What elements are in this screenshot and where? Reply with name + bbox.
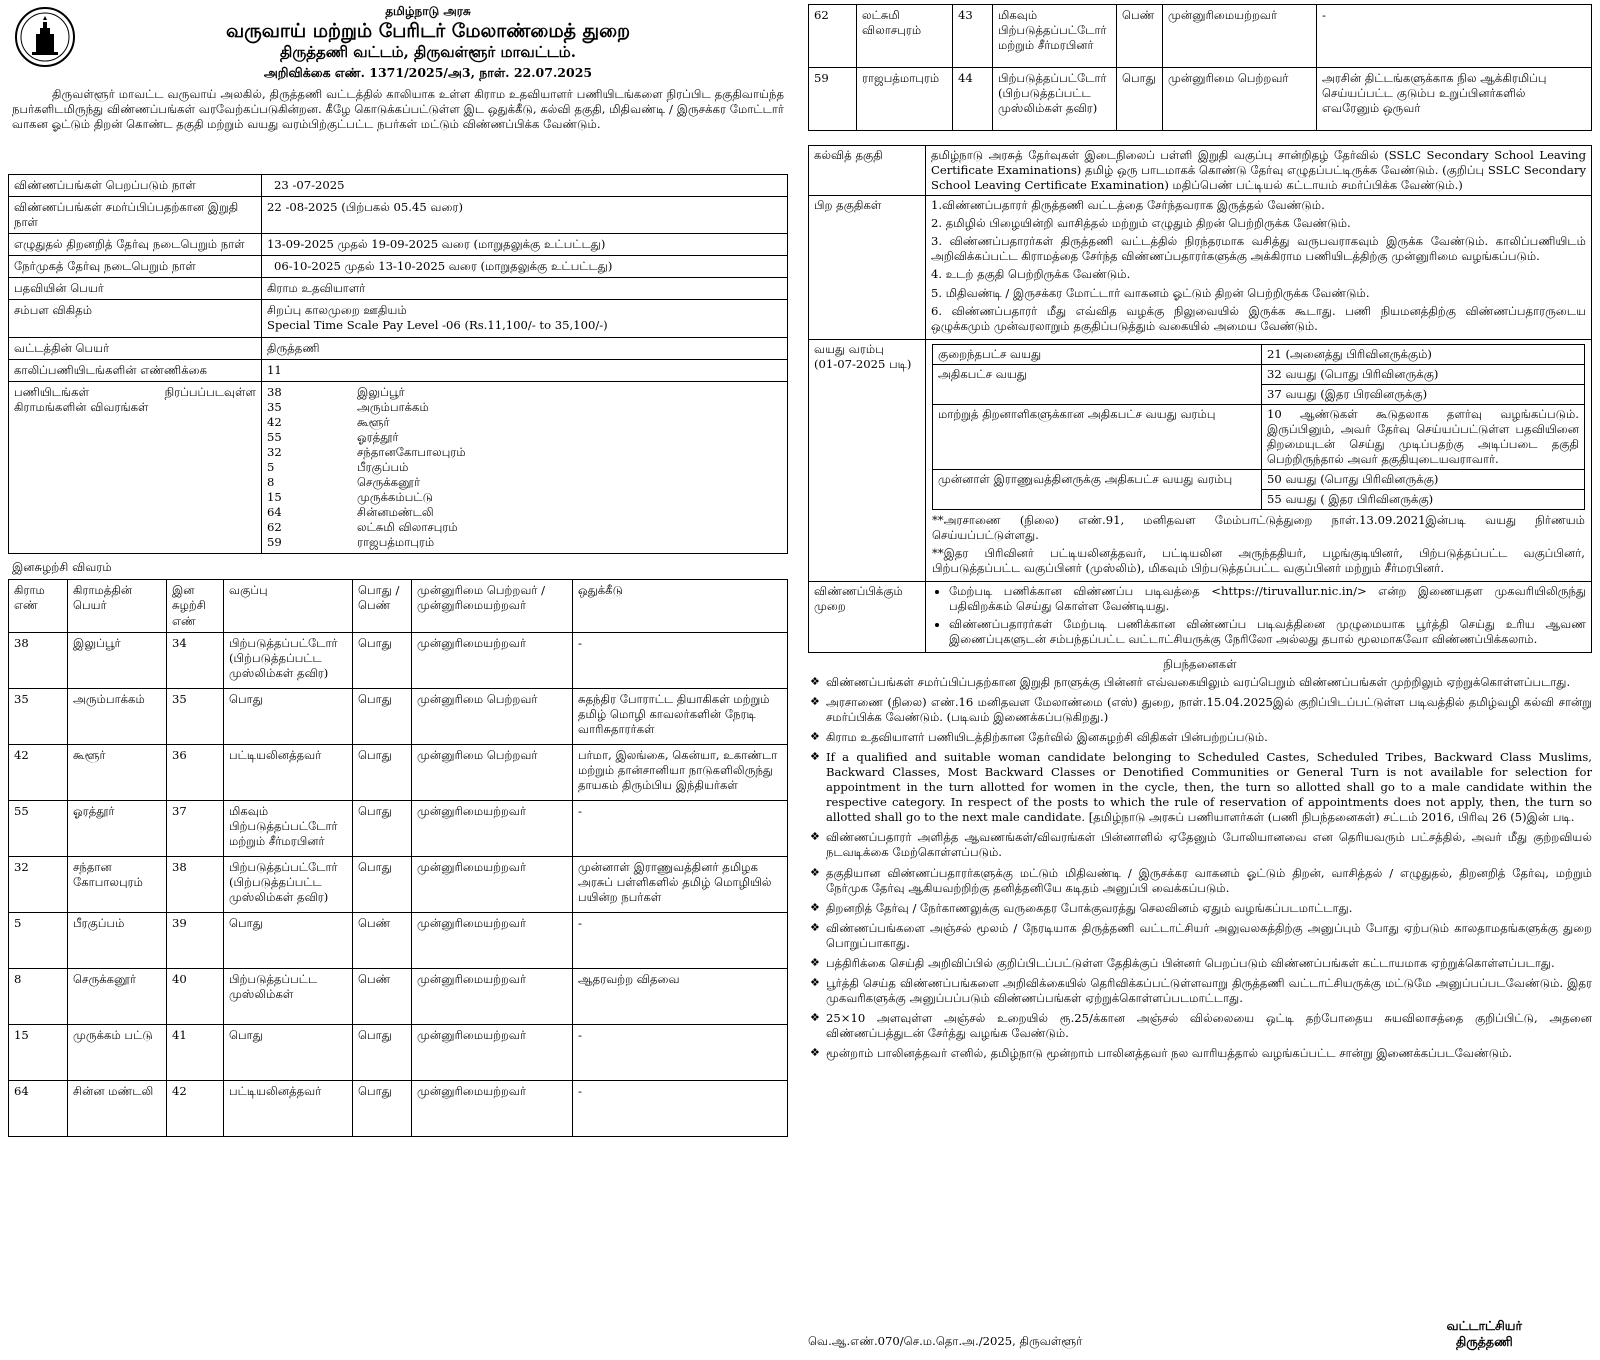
diamond-bullet-icon: ❖ bbox=[810, 900, 820, 914]
state-emblem-icon bbox=[14, 6, 76, 68]
info-key: விண்ணப்பங்கள் பெறப்படும் நாள் bbox=[9, 175, 262, 197]
table-cell: ஆதரவற்ற விதவை bbox=[573, 968, 788, 1024]
table-row bbox=[9, 632, 788, 688]
other-items bbox=[926, 196, 1592, 340]
table-cell: பட்டியலினத்தவர் bbox=[224, 1080, 353, 1136]
condition-item bbox=[810, 955, 1592, 971]
table-cell: முன்னுரிமை பெற்றவர் bbox=[412, 688, 573, 744]
table-cell: பெண் bbox=[353, 912, 412, 968]
age-date: (01-07-2025 படி) bbox=[814, 356, 912, 371]
table-cell: - bbox=[573, 1080, 788, 1136]
qualification-table bbox=[808, 145, 1592, 653]
village-number: 64 bbox=[267, 505, 282, 520]
info-key: எழுதுதல் திறனறித் தேர்வு நடைபெறும் நாள் bbox=[9, 234, 262, 256]
table-cell: 40 bbox=[167, 968, 224, 1024]
reservation-table-continued bbox=[808, 4, 1592, 131]
village-name: செருக்கனூர் bbox=[357, 475, 421, 489]
intro-paragraph: திருவள்ளூர் மாவட்ட வருவாய் அலகில், திருத்தணி வட்டத்தில் காலியாக உள்ள கிராம உதவியாளர் பணியிடங்களை நிரப்பிட தகுதிவாய்ந்த நபர்களிடமிருந்து விண்ணப்பங்கள் வரவேற்கப்படுகின்றன. கீழே கொடுக்கப்பட்டுள்ள இட ஒதுக்கீடு, கல்வி தகுதி, மிதிவண்டி / இருசக்கர மோட்டார் வாகன ஓட்டும் திறன் கொண்ட தகுதி மற்றும் வயது வரம்பிற்குட்பட்ட நபர்கள் மட்டும் விண்ணப்பிக்க வேண்டும். bbox=[12, 87, 784, 132]
diamond-bullet-icon: ❖ bbox=[810, 694, 820, 708]
table-cell: முன்னுரிமையற்றவர் bbox=[1163, 5, 1317, 68]
table-cell: முன்னுரிமையற்றவர் bbox=[412, 856, 573, 912]
table-cell: - bbox=[1317, 5, 1592, 68]
table-cell: 37 bbox=[167, 800, 224, 856]
col-header: ஒதுக்கீடு bbox=[573, 580, 788, 632]
condition-item bbox=[810, 730, 1592, 745]
table-cell: முன்னுரிமையற்றவர் bbox=[412, 968, 573, 1024]
diamond-bullet-icon: ❖ bbox=[810, 1011, 820, 1024]
info-key: பதவியின் பெயர் bbox=[9, 278, 262, 300]
table-cell: 64 bbox=[9, 1080, 68, 1136]
condition-text: 25×10 அளவுள்ள அஞ்சல் உறையில் ரூ.25/க்கான அஞ்சல் வில்லையை ஒட்டி தற்போதைய சுயவிலாசத்தை குறிப்பிட்டு, அதனை விண்ணப்பத்துடன் சேர்த்து வழங்க வேண்டும். bbox=[826, 1011, 1592, 1041]
age-table bbox=[932, 344, 1585, 511]
condition-item bbox=[810, 865, 1592, 896]
info-row bbox=[9, 300, 788, 337]
table-cell: 42 bbox=[167, 1080, 224, 1136]
table-cell: 39 bbox=[167, 912, 224, 968]
table-cell: 34 bbox=[167, 632, 224, 688]
info-row bbox=[9, 197, 788, 234]
left-column bbox=[8, 4, 788, 1137]
table-cell: முன்னுரிமை பெற்றவர் bbox=[412, 744, 573, 800]
table-cell: முன்னுரிமையற்றவர் bbox=[412, 1024, 573, 1080]
table-cell: பெண் bbox=[1117, 5, 1163, 68]
table-cell: அரசின் திட்டங்களுக்காக நில ஆக்கிரமிப்பு செய்யப்பட்ட குடும்ப உறுப்பினர்களில் எவரேனும் ஒருவர் bbox=[1317, 68, 1592, 131]
age-key: முன்னாள் இராணுவத்தினருக்கு அதிகபட்ச வயது வரம்பு bbox=[933, 470, 1262, 510]
age-key: மாற்றுத் திறனாளிகளுக்கான அதிகபட்ச வயது வரம்பு bbox=[933, 404, 1262, 469]
table-cell: மிகவும் பிற்படுத்தப்பட்டோர் மற்றும் சீர்மரபினர் bbox=[224, 800, 353, 856]
info-value: 13-09-2025 முதல் 19-09-2025 வரை (மாறுதலுக்கு உட்பட்டது) bbox=[262, 234, 788, 256]
table-cell: பிற்படுத்தப்பட்ட முஸ்லிம்கள் bbox=[224, 968, 353, 1024]
info-key: வட்டத்தின் பெயர் bbox=[9, 337, 262, 359]
condition-item bbox=[810, 1011, 1592, 1041]
other-item: 2. தமிழில் பிழையின்றி வாசித்தல் மற்றும் எழுதும் திறன் பெற்றிருக்க வேண்டும். bbox=[931, 216, 1351, 231]
info-value: கிராம உதவியாளர் bbox=[262, 278, 788, 300]
conditions-list bbox=[808, 675, 1592, 1061]
apply-item: • மேற்படி பணிக்கான விண்ணப்ப படிவத்தை <https://tiruvallur.nic.in/> என்ற இணையதள முகவரியிலிருந்து பதிவிறக்கம் செய்து கொள்ள வேண்டியது. bbox=[949, 584, 1586, 614]
table-cell: பிற்படுத்தப்பட்டோர் (பிற்படுத்தப்பட்ட முஸ்லிம்கள் தவிர) bbox=[224, 856, 353, 912]
table-cell: 42 bbox=[9, 744, 68, 800]
diamond-bullet-icon: ❖ bbox=[810, 955, 820, 969]
info-value: 22 -08-2025 (பிற்பகல் 05.45 வரை) bbox=[262, 197, 788, 234]
table-row bbox=[9, 912, 788, 968]
table-cell: பட்டியலினத்தவர் bbox=[224, 744, 353, 800]
table-cell: 44 bbox=[953, 68, 993, 131]
diamond-bullet-icon: ❖ bbox=[810, 865, 820, 879]
age-note-1: **அரசாணை (நிலை) எண்.91, மனிதவள மேம்பாட்டுத்துறை நாள்.13.09.2021இன்படி வயது நிர்ணயம் செய்யப்பட்டுள்ளது. bbox=[932, 513, 1585, 543]
village-number: 5 bbox=[267, 459, 275, 474]
info-row bbox=[9, 359, 788, 381]
notice-number: அறிவிக்கை எண். 1371/2025/அ3, நாள். 22.07.2025 bbox=[263, 64, 593, 80]
table-cell: செருக்கனூர் bbox=[68, 968, 167, 1024]
info-row bbox=[9, 278, 788, 300]
other-item: 4. உடற் தகுதி பெற்றிருக்க வேண்டும். bbox=[931, 267, 1131, 282]
table-cell: பொது bbox=[353, 800, 412, 856]
table-cell: முன்னுரிமையற்றவர் bbox=[412, 800, 573, 856]
table-cell: ஓரத்தூர் bbox=[68, 800, 167, 856]
rotation-label: இனசுழற்சி விவரம் bbox=[12, 560, 112, 575]
diamond-bullet-icon: ❖ bbox=[810, 920, 820, 934]
table-cell: 38 bbox=[9, 632, 68, 688]
edu-row bbox=[809, 146, 1592, 196]
info-value: 06-10-2025 முதல் 13-10-2025 வரை (மாறுதலுக்கு உட்பட்டது) bbox=[262, 256, 788, 278]
col-header: இன சுழற்சி எண் bbox=[167, 580, 224, 632]
condition-text: பத்திரிக்கை செய்தி அறிவிப்பில் குறிப்பிடப்பட்டுள்ள தேதிக்குப் பின்னர் பெறப்படும் விண்ணப்பங்கள் கட்டாயமாக ஏற்றுக்கொள்ளப்படாது. bbox=[826, 955, 1555, 970]
table-cell: பொது bbox=[224, 688, 353, 744]
condition-text: திறனறித் தேர்வு / நேர்காணலுக்கு வருகைதர போக்குவரத்து செலவினம் ஏதும் வழங்கப்படமாட்டாது. bbox=[826, 900, 1353, 915]
table-cell: 62 bbox=[809, 5, 857, 68]
condition-item bbox=[810, 900, 1592, 916]
edu-text: தமிழ்நாடு அரசுத் தேர்வுகள் இடைநிலைப் பள்ளி இறுதி வகுப்பு சான்றிதழ் தேர்வில் (SSLC Secondary School Leaving Certificate Examinations) தமிழ் ஒரு பாடமாகக் கொண்டு தேர்வு எழுதப்பட்டிருக்க வேண்டும். (குறிப்பு SSLC Secondary School Leaving Certificate Examination) மதிப்பெண் பட்டியல் கட்டாயம் சமர்ப்பிக்க வேண்டும்.) bbox=[926, 146, 1592, 196]
table-cell: பிற்படுத்தப்பட்டோர் (பிற்படுத்தப்பட்ட முஸ்லிம்கள் தவிர) bbox=[993, 68, 1117, 131]
village-name: ராஜபத்மாபுரம் bbox=[357, 535, 435, 550]
village-name: முருக்கம்பட்டு bbox=[357, 490, 433, 505]
condition-item bbox=[810, 920, 1592, 951]
condition-text: கிராம உதவியாளர் பணியிடத்திற்கான தேர்வில் இனசுழற்சி விதிகள் பின்பற்றப்படும். bbox=[826, 730, 1268, 744]
table-cell: 35 bbox=[167, 688, 224, 744]
table-row bbox=[9, 688, 788, 744]
table-cell: பிற்படுத்தப்பட்டோர் (பிற்படுத்தப்பட்ட முஸ்லிம்கள் தவிர) bbox=[224, 632, 353, 688]
table-cell: சின்ன மண்டலி bbox=[68, 1080, 167, 1136]
table-cell: 43 bbox=[953, 5, 993, 68]
info-value: 23 -07-2025 bbox=[262, 175, 788, 197]
other-item: 6. விண்ணப்பதாரர் மீது எவ்வித வழக்கு நிலுவையில் இருக்க கூடாது. பணி நியமனத்திற்கு விண்ணப்பதாரருடைய ஒழுக்கமும் முன்வரலாறும் தகுதிப்படுத்தும் வகையில் அமைய வேண்டும். bbox=[931, 303, 1586, 333]
table-cell: அரும்பாக்கம் bbox=[68, 688, 167, 744]
table-header-row bbox=[9, 580, 788, 632]
village-name: லட்சுமி விலாசபுரம் bbox=[357, 520, 458, 535]
right-column bbox=[808, 4, 1592, 1066]
info-key: நேர்முகத் தேர்வு நடைபெறும் நாள் bbox=[9, 256, 262, 278]
age-inner-row bbox=[933, 344, 1585, 364]
table-cell: சுதந்திர போராட்ட தியாகிகள் மற்றும் தமிழ் மொழி காவலர்களின் நேரடி வாரிசுதாரர்கள் bbox=[573, 688, 788, 744]
info-row bbox=[9, 234, 788, 256]
age-value: 32 வயது (பொது பிரிவினருக்கு) bbox=[1262, 364, 1585, 384]
age-key: குறைந்தபட்ச வயது bbox=[933, 344, 1262, 364]
age-value: 55 வயது ( இதர பிரிவினருக்கு) bbox=[1262, 490, 1585, 510]
table-cell: முன்னுரிமையற்றவர் bbox=[412, 1080, 573, 1136]
other-item: 3. விண்ணப்பதாரர்கள் திருத்தணி வட்டத்தில் நிரந்தரமாக வசித்து வருபவராகவும் இருக்க வேண்டும். காலிப்பணியிடம் அறிவிக்கப்பட்ட கிராமத்தை சேர்ந்த விண்ணப்பதாரர்களுக்கு அக்கிராம பணியிடத்திற்கு முன்னுரிமை வழங்கப்படும். bbox=[931, 234, 1586, 264]
apply-content bbox=[926, 581, 1592, 652]
age-value: 50 வயது (பொது பிரிவினருக்கு) bbox=[1262, 470, 1585, 490]
age-key: அதிகபட்ச வயது bbox=[933, 364, 1262, 404]
village-number: 32 bbox=[267, 444, 282, 459]
condition-text: தகுதியான விண்ணப்பதாரர்களுக்கு மட்டும் மிதிவண்டி / இருசக்கர வாகனம் ஓட்டும் திறன், வாசித்தல் / எழுதுதல், திறனறித் தேர்வு, மற்றும் நேர்முக தேர்வு ஆகியவற்றிற்கு தனித்தனியே கடிதம் அனுப்பி வைக்கப்படும். bbox=[826, 865, 1592, 895]
condition-text: விண்ணப்பதாரர் அளித்த ஆவணங்கள்/விவரங்கள் பின்னாளில் ஏதேனும் போலியானவை என தெரியவரும் பட்சத்தில், அவர் மீது குற்றவியல் நடவடிக்கை மேற்கொள்ளப்படும். bbox=[826, 830, 1592, 860]
table-cell: பொது bbox=[353, 1080, 412, 1136]
other-label: பிற தகுதிகள் bbox=[809, 196, 926, 340]
age-value: 21 (அனைத்து பிரிவினருக்கும்) bbox=[1262, 344, 1585, 364]
table-cell: - bbox=[573, 800, 788, 856]
village-number: 62 bbox=[267, 520, 282, 535]
reservation-body bbox=[9, 632, 788, 1136]
table-cell: கூளூர் bbox=[68, 744, 167, 800]
table-cell: முருக்கம் பட்டு bbox=[68, 1024, 167, 1080]
edu-label: கல்வித் தகுதி bbox=[809, 146, 926, 196]
village-number: 15 bbox=[267, 490, 282, 505]
table-cell: மிகவும் பிற்படுத்தப்பட்டோர் மற்றும் சீர்மரபினர் bbox=[993, 5, 1117, 68]
table-cell: 15 bbox=[9, 1024, 68, 1080]
table-cell: - bbox=[573, 632, 788, 688]
apply-label: விண்ணப்பிக்கும் முறை bbox=[809, 581, 926, 652]
diamond-bullet-icon: ❖ bbox=[810, 674, 820, 688]
info-value: 11 bbox=[262, 359, 788, 381]
table-cell: முன்னுரிமை பெற்றவர் bbox=[1163, 68, 1317, 131]
diamond-bullet-icon: ❖ bbox=[810, 730, 820, 743]
table-cell: பொது bbox=[353, 632, 412, 688]
village-name: இலுப்பூர் bbox=[357, 384, 405, 399]
condition-item bbox=[810, 750, 1592, 825]
dept-title: வருவாய் மற்றும் பேரிடர் மேலாண்மைத் துறை bbox=[225, 19, 631, 42]
info-value: திருத்தணி bbox=[262, 337, 788, 359]
col-header: முன்னுரிமை பெற்றவர் / முன்னுரிமையற்றவர் bbox=[412, 580, 573, 632]
table-row bbox=[9, 856, 788, 912]
table-cell: முன்னுரிமையற்றவர் bbox=[412, 912, 573, 968]
col-header: கிராம எண் bbox=[9, 580, 68, 632]
table-row bbox=[809, 68, 1592, 131]
table-cell: ராஜபத்மாபுரம் bbox=[857, 68, 953, 131]
table-row bbox=[9, 968, 788, 1024]
village-name: பீரகுப்பம் bbox=[357, 459, 409, 474]
table-row bbox=[809, 5, 1592, 68]
info-row bbox=[9, 381, 788, 554]
info-key: விண்ணப்பங்கள் சமர்ப்பிப்பதற்கான இறுதி நாள் bbox=[9, 197, 262, 234]
apply-row bbox=[809, 581, 1592, 652]
info-key: சம்பள விகிதம் bbox=[9, 300, 262, 337]
village-list-cell bbox=[262, 381, 788, 554]
table-cell: பொது bbox=[353, 688, 412, 744]
age-value: 10 ஆண்டுகள் கூடுதலாக தளர்வு வழங்கப்படும். இருப்பினும், அவர் தேர்வு செய்யப்பட்டுள்ள பதவியினை திறமையுடன் செய்து முடிப்பதற்கு அடிப்படை தகுதி பெற்றிருந்தால் அவர் தகுதியுடையவராவார். bbox=[1262, 404, 1585, 469]
table-cell: பொது bbox=[353, 856, 412, 912]
condition-item bbox=[810, 975, 1592, 1006]
col-header: கிராமத்தின் பெயர் bbox=[68, 580, 167, 632]
col-header: பொது / பெண் bbox=[353, 580, 412, 632]
apply-item: • விண்ணப்பதாரர்கள் மேற்படி பணிக்கான விண்ணப்ப படிவத்தினை முழுமையாக பூர்த்தி செய்து உரிய ஆவண இணைப்புகளுடன் சம்பந்தப்பட்ட வட்டாட்சியருக்கு நேரிலோ அல்லது தபால் மூலமாகவோ விண்ணப்பிக்கலாம். bbox=[949, 617, 1586, 647]
table-cell: 5 bbox=[9, 912, 68, 968]
condition-item bbox=[810, 694, 1592, 725]
other-list bbox=[931, 198, 1586, 334]
other-item: 5. மிதிவண்டி / இருசக்கர மோட்டார் வாகனம் ஓட்டும் திறன் பெற்றிருக்க வேண்டும். bbox=[931, 285, 1370, 300]
notice-header bbox=[8, 4, 788, 154]
condition-item bbox=[810, 1046, 1592, 1061]
table-cell: இலுப்பூர் bbox=[68, 632, 167, 688]
table-cell: பீரகுப்பம் bbox=[68, 912, 167, 968]
table-cell: 36 bbox=[167, 744, 224, 800]
village-name: அரும்பாக்கம் bbox=[357, 399, 429, 414]
table-cell: 55 bbox=[9, 800, 68, 856]
condition-text: விண்ணப்பங்களை அஞ்சல் மூலம் / நேரடியாக திருத்தணி வட்டாட்சியர் அலுவலகத்திற்கு அனுப்பும் போது ஏற்படும் காலதாமதங்களுக்கு துறை பொறுப்பாகாது. bbox=[826, 920, 1592, 950]
condition-item bbox=[810, 674, 1592, 690]
condition-text: அரசாணை (நிலை) எண்.16 மனிதவள மேலாண்மை (எஸ்) துறை, நாள்.15.04.2025இல் குறிப்பிடப்பட்டுள்ள படிவத்தில் தமிழ்வழி கல்வி சான்று சமர்ப்பிக்க வேண்டும். (படிவம் இணைக்கப்படுகிறது.) bbox=[826, 694, 1592, 724]
table-cell: முன்னுரிமையற்றவர் bbox=[412, 632, 573, 688]
condition-text: மூன்றாம் பாலினத்தவர் எனில், தமிழ்நாடு மூன்றாம் பாலினத்தவர் நல வாரியத்தால் வழங்கப்பட்ட சான்று இணைக்கப்படவேண்டும். bbox=[826, 1046, 1513, 1061]
table-row bbox=[9, 744, 788, 800]
signatory-title: வட்டாட்சியர் bbox=[1446, 1318, 1522, 1333]
location-title: திருத்தணி வட்டம், திருவள்ளூர் மாவட்டம். bbox=[280, 43, 576, 62]
diamond-bullet-icon: ❖ bbox=[810, 975, 820, 989]
table-cell: 59 bbox=[809, 68, 857, 131]
table-row bbox=[9, 1080, 788, 1136]
reservation-body-continued bbox=[809, 5, 1592, 131]
table-cell: பொது bbox=[224, 912, 353, 968]
table-cell: - bbox=[573, 912, 788, 968]
age-content bbox=[926, 339, 1592, 581]
pay-scale-english: Special Time Scale Pay Level -06 (Rs.11,100/- to 35,100/-) bbox=[267, 318, 608, 333]
footer bbox=[808, 1312, 1592, 1352]
table-cell: 8 bbox=[9, 968, 68, 1024]
info-row bbox=[9, 256, 788, 278]
village-number: 35 bbox=[267, 399, 282, 414]
info-value bbox=[262, 300, 788, 337]
info-row bbox=[9, 175, 788, 197]
col-header: வகுப்பு bbox=[224, 580, 353, 632]
pay-scale-tamil: சிறப்பு காலமுறை ஊதியம் bbox=[267, 303, 407, 318]
table-row bbox=[9, 1024, 788, 1080]
diamond-bullet-icon: ❖ bbox=[810, 1046, 820, 1060]
table-cell: பொது bbox=[224, 1024, 353, 1080]
other-item: 1.விண்ணப்பதாரர் திருத்தணி வட்டத்தை சேர்ந்தவராக இருத்தல் வேண்டும். bbox=[931, 198, 1325, 213]
table-cell: 35 bbox=[9, 688, 68, 744]
table-cell: பர்மா, இலங்கை, கென்யா, உகாண்டா மற்றும் தான்சானியா நாடுகளிலிருந்து தாயகம் திரும்பிய இந்தியர்கள் bbox=[573, 744, 788, 800]
village-number: 38 bbox=[267, 384, 282, 399]
diamond-bullet-icon: ❖ bbox=[810, 830, 820, 844]
age-inner-row bbox=[933, 470, 1585, 490]
village-name: சின்னமண்டலி bbox=[357, 505, 434, 520]
age-row bbox=[809, 339, 1592, 581]
table-cell: 38 bbox=[167, 856, 224, 912]
table-cell: பொது bbox=[1117, 68, 1163, 131]
info-table bbox=[8, 174, 788, 554]
apply-list bbox=[931, 584, 1586, 647]
reservation-table bbox=[8, 579, 788, 1136]
age-inner-row bbox=[933, 364, 1585, 384]
condition-item bbox=[810, 830, 1592, 860]
village-name: ஓரத்தூர் bbox=[357, 429, 399, 444]
condition-text: விண்ணப்பங்கள் சமர்ப்பிப்பதற்கான இறுதி நாளுக்கு பின்னர் எவ்வகையிலும் வரப்பெறும் விண்ணப்பங்கள் முற்றிலும் ஏற்றுக்கொள்ளப்படாது. bbox=[826, 674, 1571, 689]
table-cell: முன்னாள் இராணுவத்தினர் தமிழக அரசுப் பள்ளிகளில் தமிழ் மொழியில் பயின்ற நபர்கள் bbox=[573, 856, 788, 912]
table-cell: பொது bbox=[353, 1024, 412, 1080]
gov-title: தமிழ்நாடு அரசு bbox=[385, 4, 471, 18]
age-note-2: **இதர பிரிவினர் பட்டியலினத்தவர், பட்டியலின அருந்ததியர், பழங்குடியினர், பிற்படுத்தப்பட்ட வகுப்பினர், பிற்படுத்தப்பட்ட வகுப்பினர் (முஸ்லிம்), மிகவும் பிற்படுத்தப்பட்ட வகுப்பினர் மற்றும் சீர்மரபினர். bbox=[932, 546, 1585, 576]
table-cell: சந்தான கோபாலபுரம் bbox=[68, 856, 167, 912]
table-row bbox=[9, 800, 788, 856]
village-number: 8 bbox=[267, 475, 275, 489]
table-cell: பெண் bbox=[353, 968, 412, 1024]
other-row bbox=[809, 196, 1592, 340]
village-list bbox=[267, 385, 782, 551]
info-row bbox=[9, 337, 788, 359]
village-number: 59 bbox=[267, 535, 282, 550]
conditions-title: நிபந்தனைகள் bbox=[1163, 656, 1237, 671]
footer-reference: வெ.ஆ.எண்.070/செ.ம.தொ.அ./2025, திருவள்ளூர் bbox=[808, 1334, 1083, 1348]
info-key: காலிப்பணியிடங்களின் எண்ணிக்கை bbox=[9, 359, 262, 381]
table-cell: 41 bbox=[167, 1024, 224, 1080]
info-key: பணியிடங்கள் நிரப்பப்படவுள்ள கிராமங்களின் விவரங்கள் bbox=[9, 381, 262, 554]
condition-text: பூர்த்தி செய்த விண்ணப்பங்களை அறிவிக்கையில் தெரிவிக்கப்பட்டுள்ளவாறு திருத்தணி வட்டாட்சியருக்கு மட்டுமே அனுப்பப்படவேண்டும். இதர முகவரிகளுக்கு அனுப்பப்படும் விண்ணப்பங்கள் ஏற்றுக்கொள்ளப்படமாட்டாது. bbox=[826, 975, 1592, 1005]
village-number: 42 bbox=[267, 414, 282, 429]
age-label-cell bbox=[809, 339, 926, 581]
village-name: சந்தானகோபாலபுரம் bbox=[357, 444, 466, 459]
signatory-place: திருத்தணி bbox=[1455, 1334, 1513, 1350]
village-number: 55 bbox=[267, 429, 282, 444]
table-cell: 32 bbox=[9, 856, 68, 912]
table-cell: - bbox=[573, 1024, 788, 1080]
condition-text: If a qualified and suitable woman candidate belonging to Scheduled Castes, Scheduled Tribes, Backward Class Muslims, Backward Classes, Most Backward Classes or Denotified Communities or General Turn is not available for selection for appointment in the turn allotted for women in the cycle, then, the turn so allotted shall go to a male candidate within the respective category. In respect of the posts to which the rule of reservation of appointments does not apply, then, the turn so allotted shall go to the next male candidate. [தமிழ்நாடு அரசுப் பணியாளர்கள் (பணி நிபந்தனைகள்) சட்டம் 2016, பிரிவு 26 (5)இன் படி. bbox=[826, 750, 1592, 825]
diamond-bullet-icon: ❖ bbox=[810, 750, 820, 764]
signature-block bbox=[1447, 1318, 1522, 1351]
age-inner-row bbox=[933, 404, 1585, 469]
table-cell: லட்சுமி விலாசபுரம் bbox=[857, 5, 953, 68]
table-cell: பொது bbox=[353, 744, 412, 800]
village-name: கூளூர் bbox=[357, 414, 390, 429]
age-label: வயது வரம்பு bbox=[814, 341, 884, 356]
age-value: 37 வயது (இதர பிரவினருக்கு) bbox=[1262, 384, 1585, 404]
